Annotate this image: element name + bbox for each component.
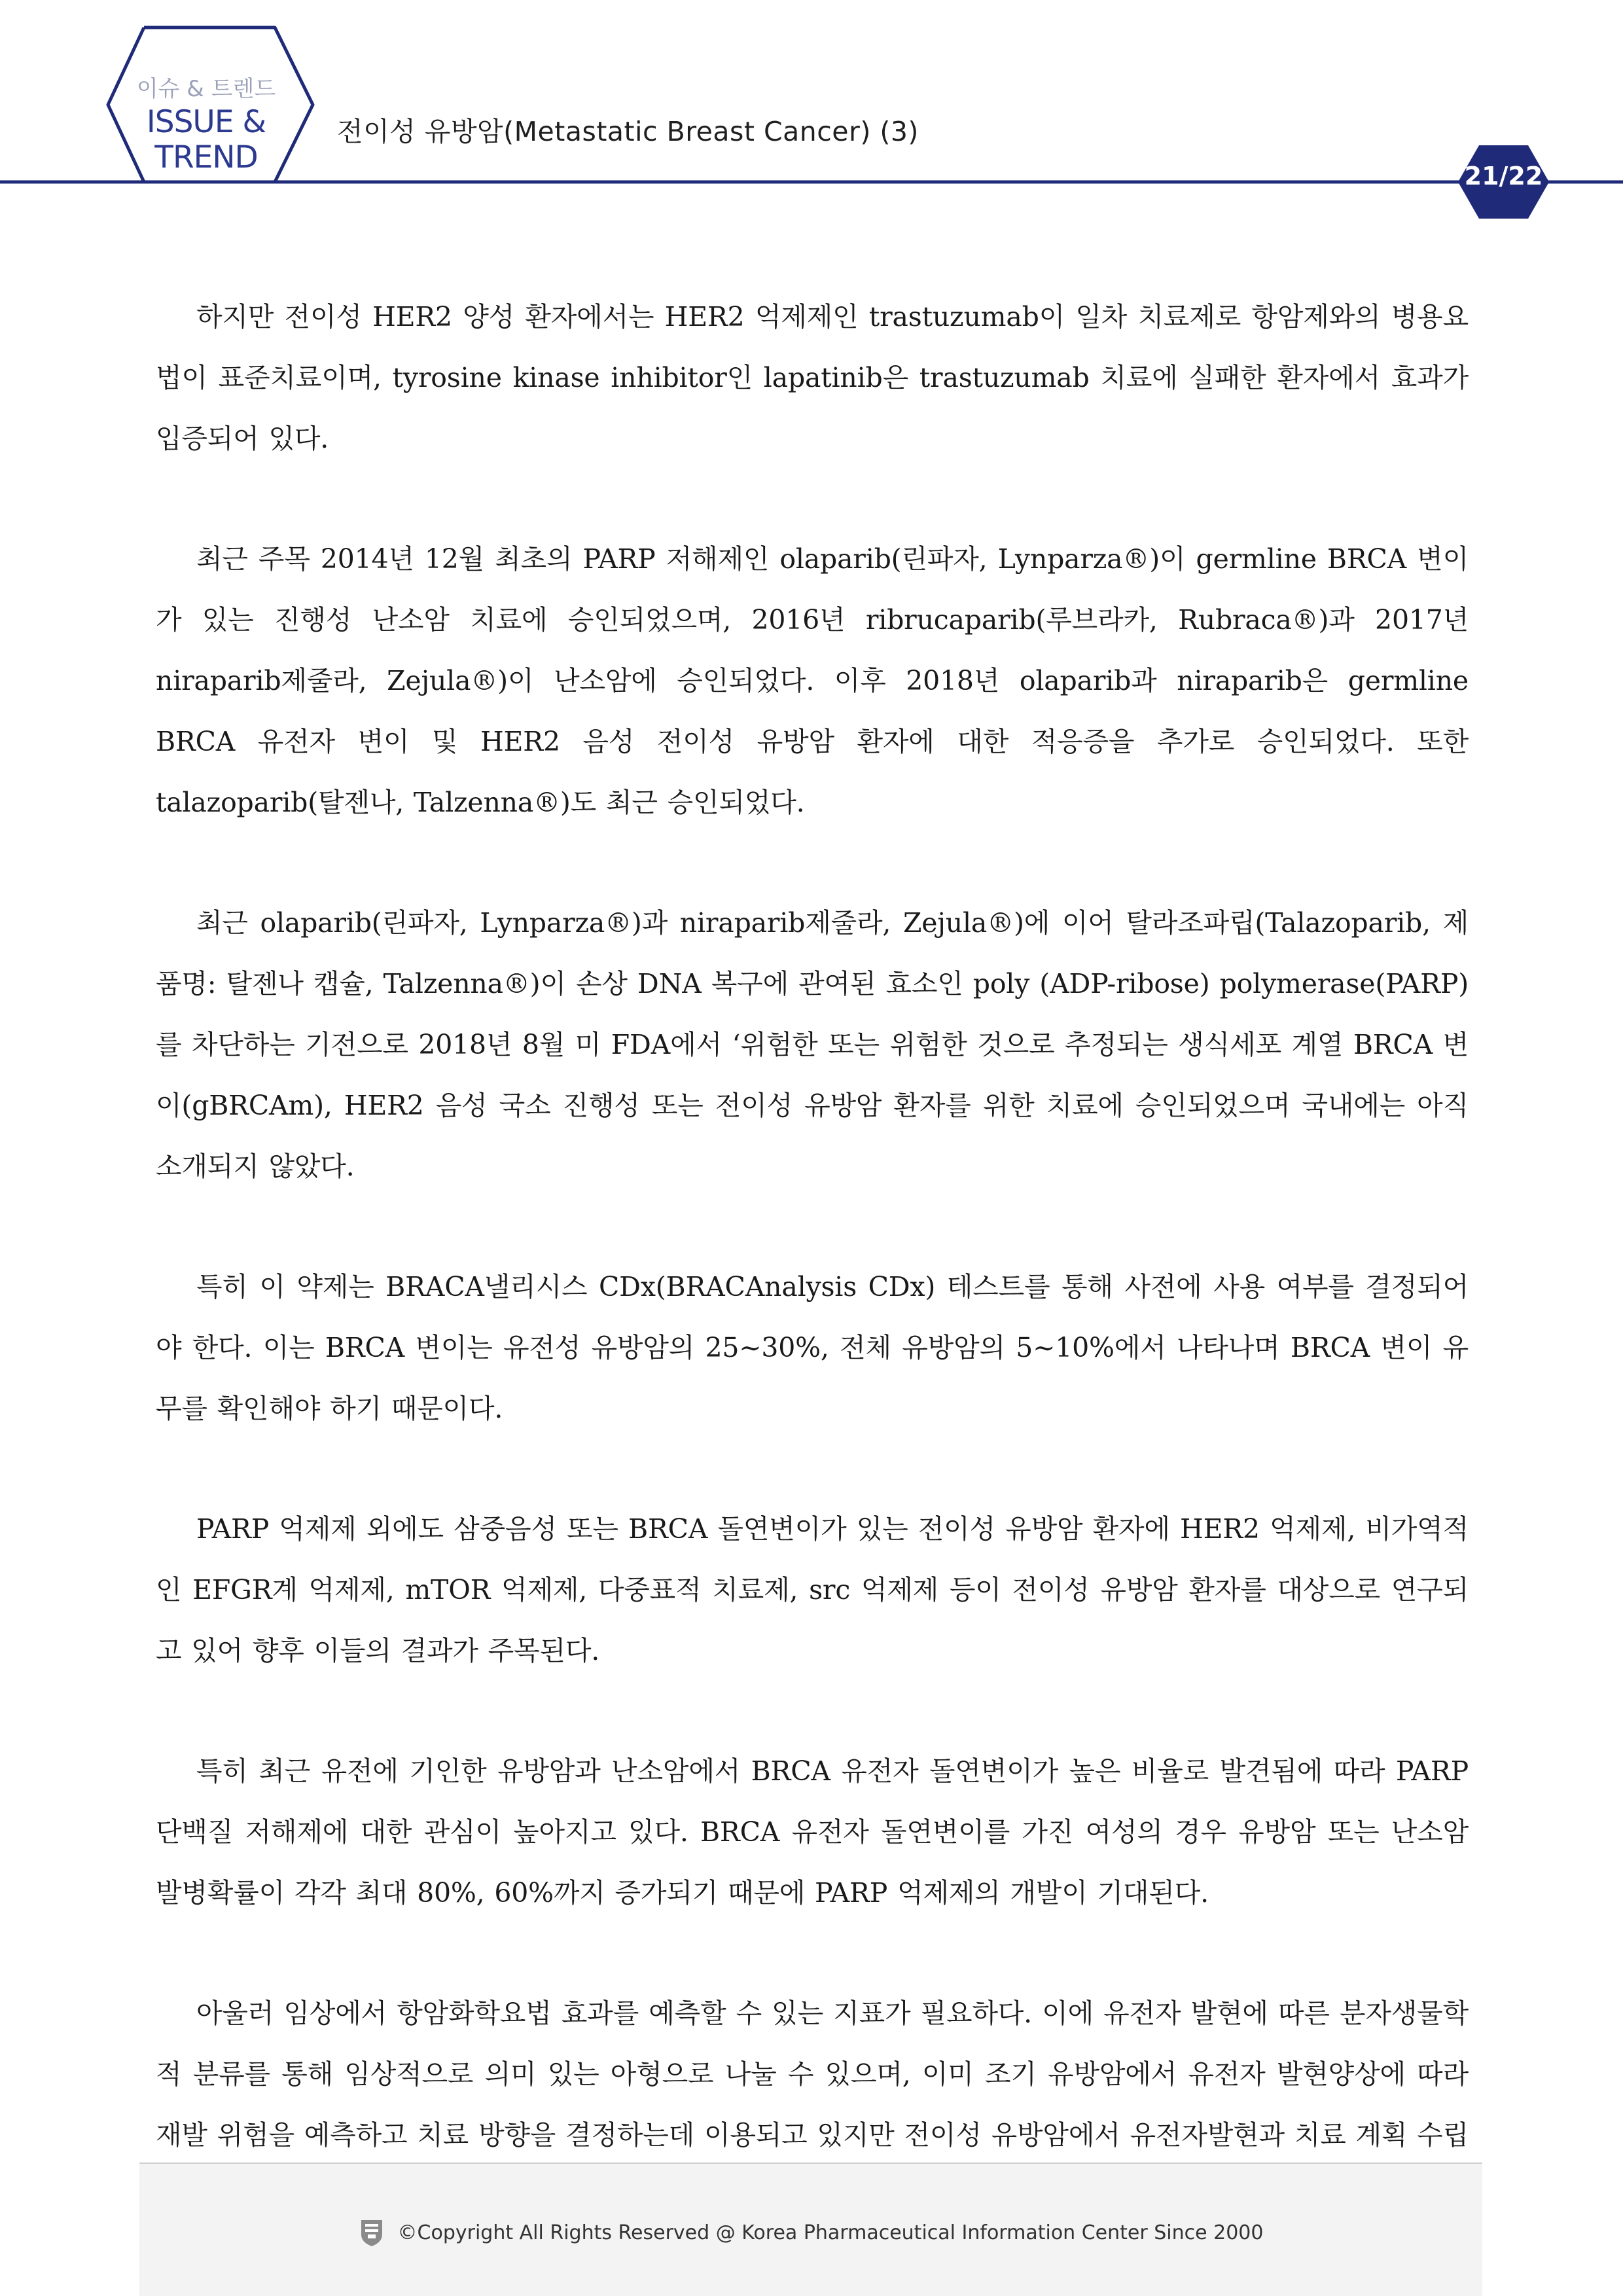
paragraph: 최근 주목 2014년 12월 최초의 PARP 저해제인 olaparib(린파자, Lynparza®)이 germline BRCA 변이가 있는 진행성 난소암 치료에 승인되었으며, 2016년 ribrucaparib(루브라카, Rubraca®)과 2017년 niraparib제줄라, Zejula®)이 난소암에 승인되었다. 이후 2018년 olaparib과 niraparib은 germline BRCA 유전자 변이 및 HER2 음성 전이성 유방암 환자에 대한 적응증을 추가로 승인되었다. 또한 talazoparib(탈젠나, Talzenna®)도 최근 승인되었다. — [156, 543, 1469, 818]
paragraph: 아울러 임상에서 항암화학요법 효과를 예측할 수 있는 지표가 필요하다. 이에 유전자 발현에 따른 분자생물학적 분류를 통해 임상적으로 의미 있는 아형으로 나눌 수 있으며, 이미 조기 유방암에서 유전자 발현양상에 따라 재발 위험을 예측하고 치료 방향을 결정하는데 이용되고 있지만 전이성 유방암에서 유전자발현과 치료 계획 수립 — [156, 1998, 1469, 2151]
badge-label-korean: 이슈 & 트렌드 — [136, 76, 276, 102]
badge-en-line1: ISSUE & — [146, 104, 266, 140]
kpic-shield-logo-icon — [359, 2217, 385, 2248]
document-title: 전이성 유방암(Metastatic Breast Cancer) (3) — [337, 116, 919, 147]
paragraph: 특히 이 약제는 BRACA낼리시스 CDx(BRACAnalysis CDx) 테스트를 통해 사전에 사용 여부를 결정되어야 한다. 이는 BRCA 변이는 유전성 유방암의 25∼30%, 전체 유방암의 5∼10%에서 나타나며 BRCA 변이 유무를 확인해야 하기 때문이다. — [156, 1271, 1469, 1424]
page-footer — [139, 2164, 1482, 2296]
page-header — [0, 0, 1623, 236]
paragraph: 하지만 전이성 HER2 양성 환자에서는 HER2 억제제인 trastuzumab이 일차 치료제로 항암제와의 병용요법이 표준치료이며, tyrosine kinase inhibitor인 lapatinib은 trastuzumab 치료에 실패한 환자에서 효과가 입증되어 있다. — [156, 301, 1469, 454]
page-number: 21/22 — [1464, 162, 1543, 190]
paragraph: 최근 olaparib(린파자, Lynparza®)과 niraparib제줄라, Zejula®)에 이어 탈라조파립(Talazoparib, 제품명: 탈젠나 캡슐, Talzenna®)이 손상 DNA 복구에 관여된 효소인 poly (ADP-ribose) polymerase(PARP)를 차단하는 기전으로 2018년 8월 미 FDA에서 ‘위험한 또는 위험한 것으로 추정되는 생식세포 계열 BRCA 변이(gBRCAm), HER2 음성 국소 진행성 또는 전이성 유방암 환자를 위한 치료에 승인되었으며 국내에는 아직 소개되지 않았다. — [156, 907, 1469, 1182]
paragraph: 특히 최근 유전에 기인한 유방암과 난소암에서 BRCA 유전자 돌연변이가 높은 비율로 발견됨에 따라 PARP 단백질 저해제에 대한 관심이 높아지고 있다. BRCA 유전자 돌연변이를 가진 여성의 경우 유방암 또는 난소암 발병확률이 각각 최대 80%, 60%까지 증가되기 때문에 PARP 억제제의 개발이 기대된다. — [156, 1755, 1469, 1909]
copyright-text: ©Copyright All Rights Reserved @ Korea Pharmaceutical Information Center Since 2000 — [397, 2221, 1264, 2244]
paragraph: PARP 억제제 외에도 삼중음성 또는 BRCA 돌연변이가 있는 전이성 유방암 환자에 HER2 억제제, 비가역적인 EFGR계 억제제, mTOR 억제제, 다중표적 치료제, src 억제제 등이 전이성 유방암 환자를 대상으로 연구되고 있어 향후 이들의 결과가 주목된다. — [156, 1513, 1469, 1666]
badge-label-english — [121, 105, 291, 175]
article-body — [156, 287, 1469, 2286]
badge-en-line2: TREND — [154, 139, 258, 175]
